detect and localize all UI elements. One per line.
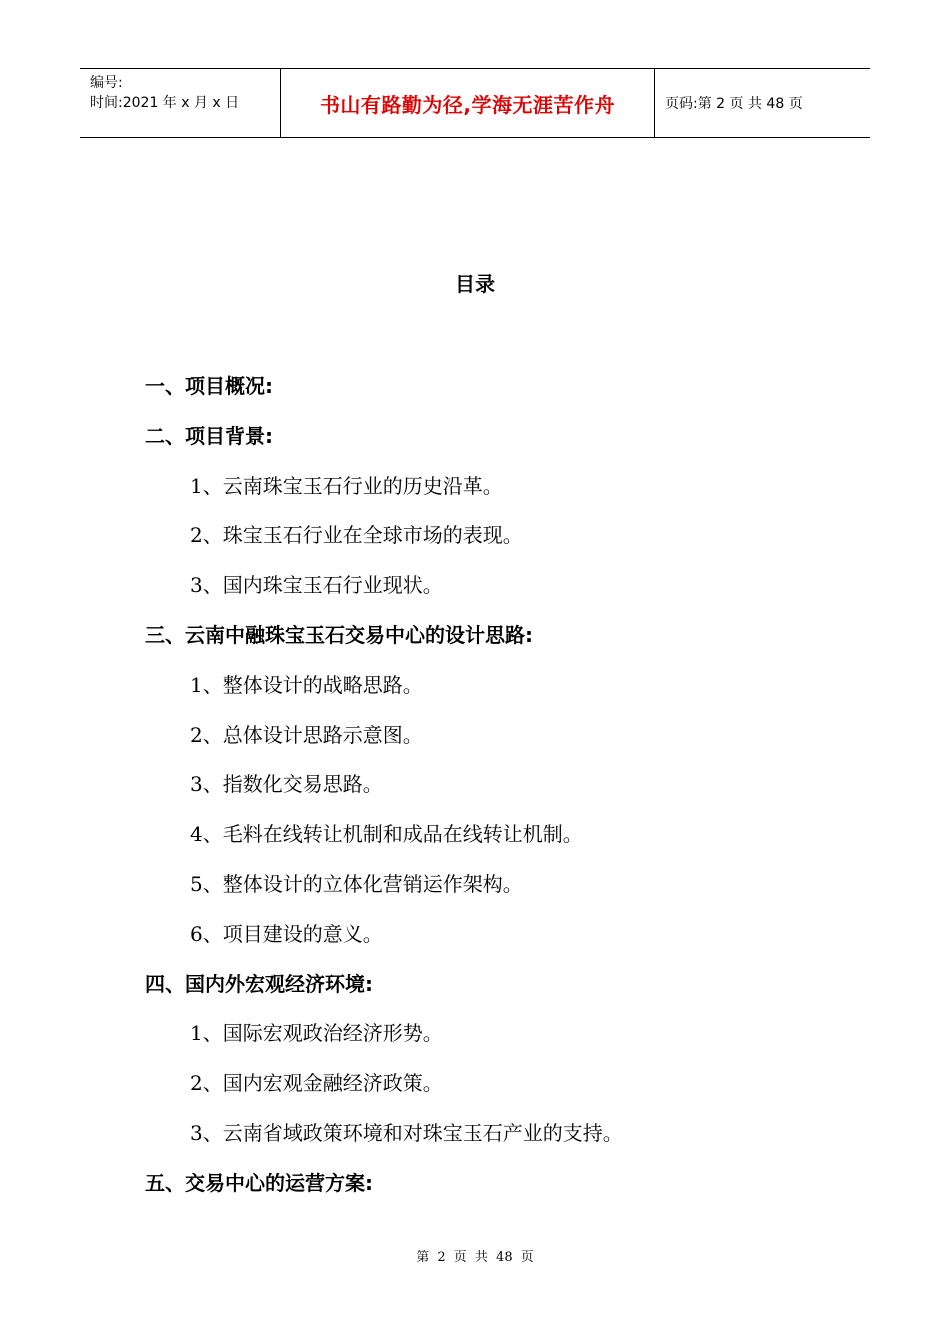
toc-section-heading: 二、项目背景: [145,423,273,448]
header-number-label: 编号: [90,75,123,91]
toc-section-heading: 五、交易中心的运营方案: [145,1170,373,1195]
toc-section-heading: 四、国内外宏观经济环境: [145,971,373,996]
toc-section-heading: 一、项目概况: [145,374,273,398]
toc-subitem: 1、云南珠宝玉石行业的历史沿革。 [190,473,503,498]
toc-section-heading: 三、云南中融珠宝玉石交易中心的设计思路: [145,623,533,647]
toc-subitem: 5、整体设计的立体化营销运作架构。 [190,872,523,896]
toc-subitem: 4、毛料在线转让机制和成品在线转让机制。 [190,822,583,847]
toc-subitem: 3、云南省域政策环境和对珠宝玉石产业的支持。 [190,1121,623,1145]
header-page-info: 页码:第 2 页 共 48 页 [665,96,803,112]
toc-subitem: 2、珠宝玉石行业在全球市场的表现。 [190,523,523,548]
header-motto: 书山有路勤为径,学海无涯苦作舟 [319,92,616,117]
toc-subitem: 1、整体设计的战略思路。 [190,672,423,697]
page-footer: 第 2 页 共 48 页 [416,1250,534,1265]
toc-subitem: 3、国内珠宝玉石行业现状。 [190,573,443,598]
header-time-label: 时间:2021 年 x 月 x 日 [90,95,240,111]
toc-subitem: 2、国内宏观金融经济政策。 [190,1071,443,1096]
toc-subitem: 2、总体设计思路示意图。 [190,722,423,747]
toc-subitem: 6、项目建设的意义。 [190,921,383,946]
toc-subitem: 3、指数化交易思路。 [190,772,383,797]
toc-title: 目录 [455,272,495,296]
toc-subitem: 1、国际宏观政治经济形势。 [190,1021,443,1046]
